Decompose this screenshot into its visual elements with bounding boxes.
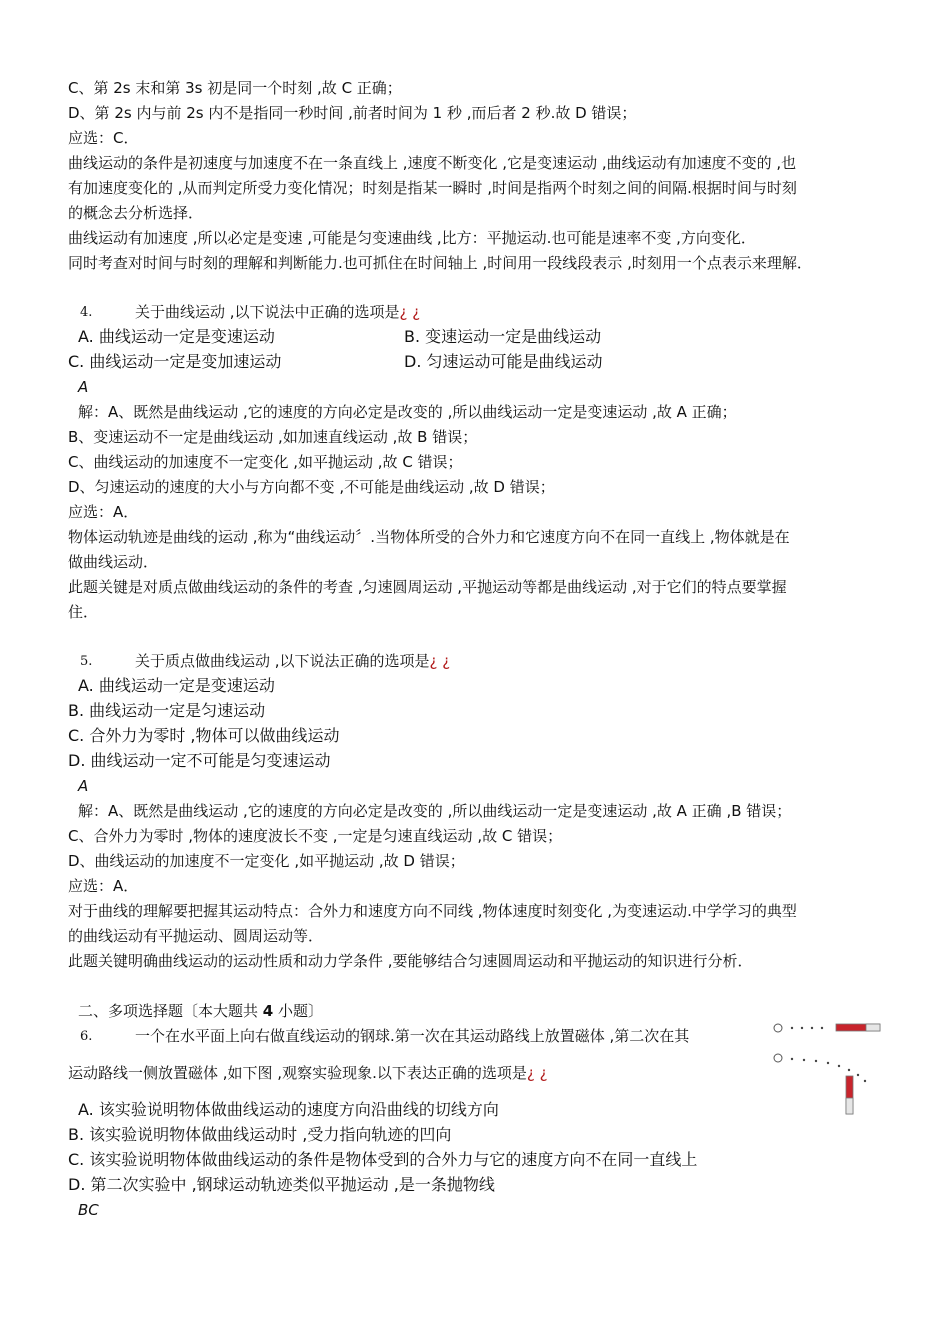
q5-explain-6: 的曲线运动有平抛运动、圆周运动等． (68, 927, 324, 945)
q4-explain-7: 做曲线运动． (68, 553, 159, 571)
prev-line-6: 的概念去分析选择． (68, 204, 204, 222)
q6-stem-line-1: 一个在水平面上向右做直线运动的钢球.第一次在其运动路线上放置磁体 ,第二次在其 (135, 1027, 690, 1045)
section-heading-tail: 小题〕 (278, 1002, 324, 1020)
q4-explain-1: 解：A、既然是曲线运动 ,它的速度的方向必定是改变的 ,所以曲线运动一定是变速运动 ,故 A 正确； (78, 403, 737, 421)
q5-option-a: A. 曲线运动一定是变速运动 (78, 676, 275, 695)
q4-option-a: A. 曲线运动一定是变速运动 (78, 327, 275, 346)
second-trial-diagram (774, 1054, 866, 1114)
q5-explain-4: 应选：A． (68, 877, 139, 895)
q4-explain-8: 此题关键是对质点做曲线运动的条件的考查 ,匀速圆周运动 ,平抛运动等都是曲线运动 ,对于它们的特点要掌握 (68, 578, 787, 596)
magnet-experiment-figure (770, 1018, 890, 1118)
q5-blank: ¿ ¿ (429, 652, 451, 670)
q6-option-b: B. 该实验说明物体做曲线运动时 ,受力指向轨迹的凹向 (68, 1125, 452, 1144)
q4-option-c: C. 曲线运动一定是变加速运动 (68, 352, 282, 371)
q4-explain-9: 住． (68, 603, 99, 621)
q6-blank: ¿ ¿ (526, 1064, 548, 1082)
prev-line-2: D、第 2s 内与前 2s 内不是指同一秒时间 ,前者时间为 1 秒 ,而后者 2 秒.故 D 错误； (68, 104, 637, 122)
q5-explain-3: D、曲线运动的加速度不一定变化 ,如平抛运动 ,故 D 错误； (68, 852, 465, 870)
q6-number: 6. (80, 1029, 93, 1044)
q4-option-b: B. 变速运动一定是曲线运动 (404, 327, 602, 346)
q5-number: 5. (80, 654, 93, 669)
q4-option-d: D. 匀速运动可能是曲线运动 (404, 352, 603, 371)
q5-stem (135, 651, 450, 671)
prev-line-3: 应选：C． (68, 129, 139, 147)
q4-stem-text: 关于曲线运动 ,以下说法中正确的选项是 (135, 303, 400, 321)
q4-explain-6: 物体运动轨迹是曲线的运动 ,称为“曲线运动〞.当物体所受的合外力和它速度方向不在同一直线上 ,物体就是在 (68, 528, 790, 546)
prev-line-5: 有加速度变化的 ,从而判定所受力变化情况；时刻是指某一瞬时 ,时间是指两个时刻之间的间隔.根据时间与时刻 (68, 179, 797, 197)
prev-line-1: C、第 2s 末和第 3s 初是同一个时刻 ,故 C 正确； (68, 79, 402, 97)
q4-explain-3: C、曲线运动的加速度不一定变化 ,如平抛运动 ,故 C 错误； (68, 453, 463, 471)
q4-number: 4. (80, 305, 93, 320)
q6-answer: BC (78, 1201, 99, 1219)
q5-explain-2: C、合外力为零时 ,物体的速度波长不变 ,一定是匀速直线运动 ,故 C 错误； (68, 827, 563, 845)
q6-option-d: D. 第二次实验中 ,钢球运动轨迹类似平抛运动 ,是一条抛物线 (68, 1175, 495, 1194)
section-question-count: 4 (262, 1002, 274, 1020)
q4-blank: ¿ ¿ (399, 303, 421, 321)
q4-explain-4: D、匀速运动的速度的大小与方向都不变 ,不可能是曲线运动 ,故 D 错误； (68, 478, 555, 496)
q5-option-c: C. 合外力为零时 ,物体可以做曲线运动 (68, 726, 340, 745)
prev-line-4: 曲线运动的条件是初速度与加速度不在一条直线上 ,速度不断变化 ,它是变速运动 ,曲线运动有加速度不变的 ,也 (68, 154, 797, 172)
steel-ball-icon (774, 1054, 782, 1062)
q5-explain-1: 解：A、既然是曲线运动 ,它的速度的方向必定是改变的 ,所以曲线运动一定是变速运动 ,故 A 正确 ,B 错误； (78, 802, 792, 820)
q4-explain-2: B、变速运动不一定是曲线运动 ,如加速直线运动 ,故 B 错误； (68, 428, 478, 446)
section-heading-text: 二、多项选择题〔本大题共 (78, 1002, 259, 1020)
q6-option-a: A. 该实验说明物体做曲线运动的速度方向沿曲线的切线方向 (78, 1100, 499, 1119)
section-heading (78, 1001, 323, 1021)
q5-answer: A (78, 777, 89, 795)
q4-explain-5: 应选：A． (68, 503, 139, 521)
prev-line-7: 曲线运动有加速度 ,所以必定是变速 ,可能是匀变速曲线 ,比方：平抛运动.也可能是速率不变 ,方向变化． (68, 229, 756, 247)
q6-stem-line-2 (68, 1063, 548, 1083)
q5-explain-5: 对于曲线的理解要把握其运动特点：合外力和速度方向不同线 ,物体速度时刻变化 ,为变速运动.中学学习的典型 (68, 902, 797, 920)
q5-explain-7: 此题关键明确曲线运动的运动性质和动力学条件 ,要能够结合匀速圆周运动和平抛运动的知识进行分析． (68, 952, 753, 970)
first-trial-diagram (774, 1024, 880, 1032)
q5-option-b: B. 曲线运动一定是匀速运动 (68, 701, 266, 720)
q4-answer: A (78, 378, 89, 396)
steel-ball-icon (774, 1024, 782, 1032)
q5-option-d: D. 曲线运动一定不可能是匀变速运动 (68, 751, 331, 770)
q6-option-c: C. 该实验说明物体做曲线运动的条件是物体受到的合外力与它的速度方向不在同一直线上 (68, 1150, 698, 1169)
q6-stem-text: 运动路线一侧放置磁体 ,如下图 ,观察实验现象.以下表达正确的选项是 (68, 1064, 527, 1082)
q5-stem-text: 关于质点做曲线运动 ,以下说法正确的选项是 (135, 652, 430, 670)
q4-stem (135, 302, 420, 322)
prev-line-8: 同时考查对时间与时刻的理解和判断能力.也可抓住在时间轴上 ,时间用一段线段表示 ,时刻用一个点表示来理解． (68, 254, 812, 272)
